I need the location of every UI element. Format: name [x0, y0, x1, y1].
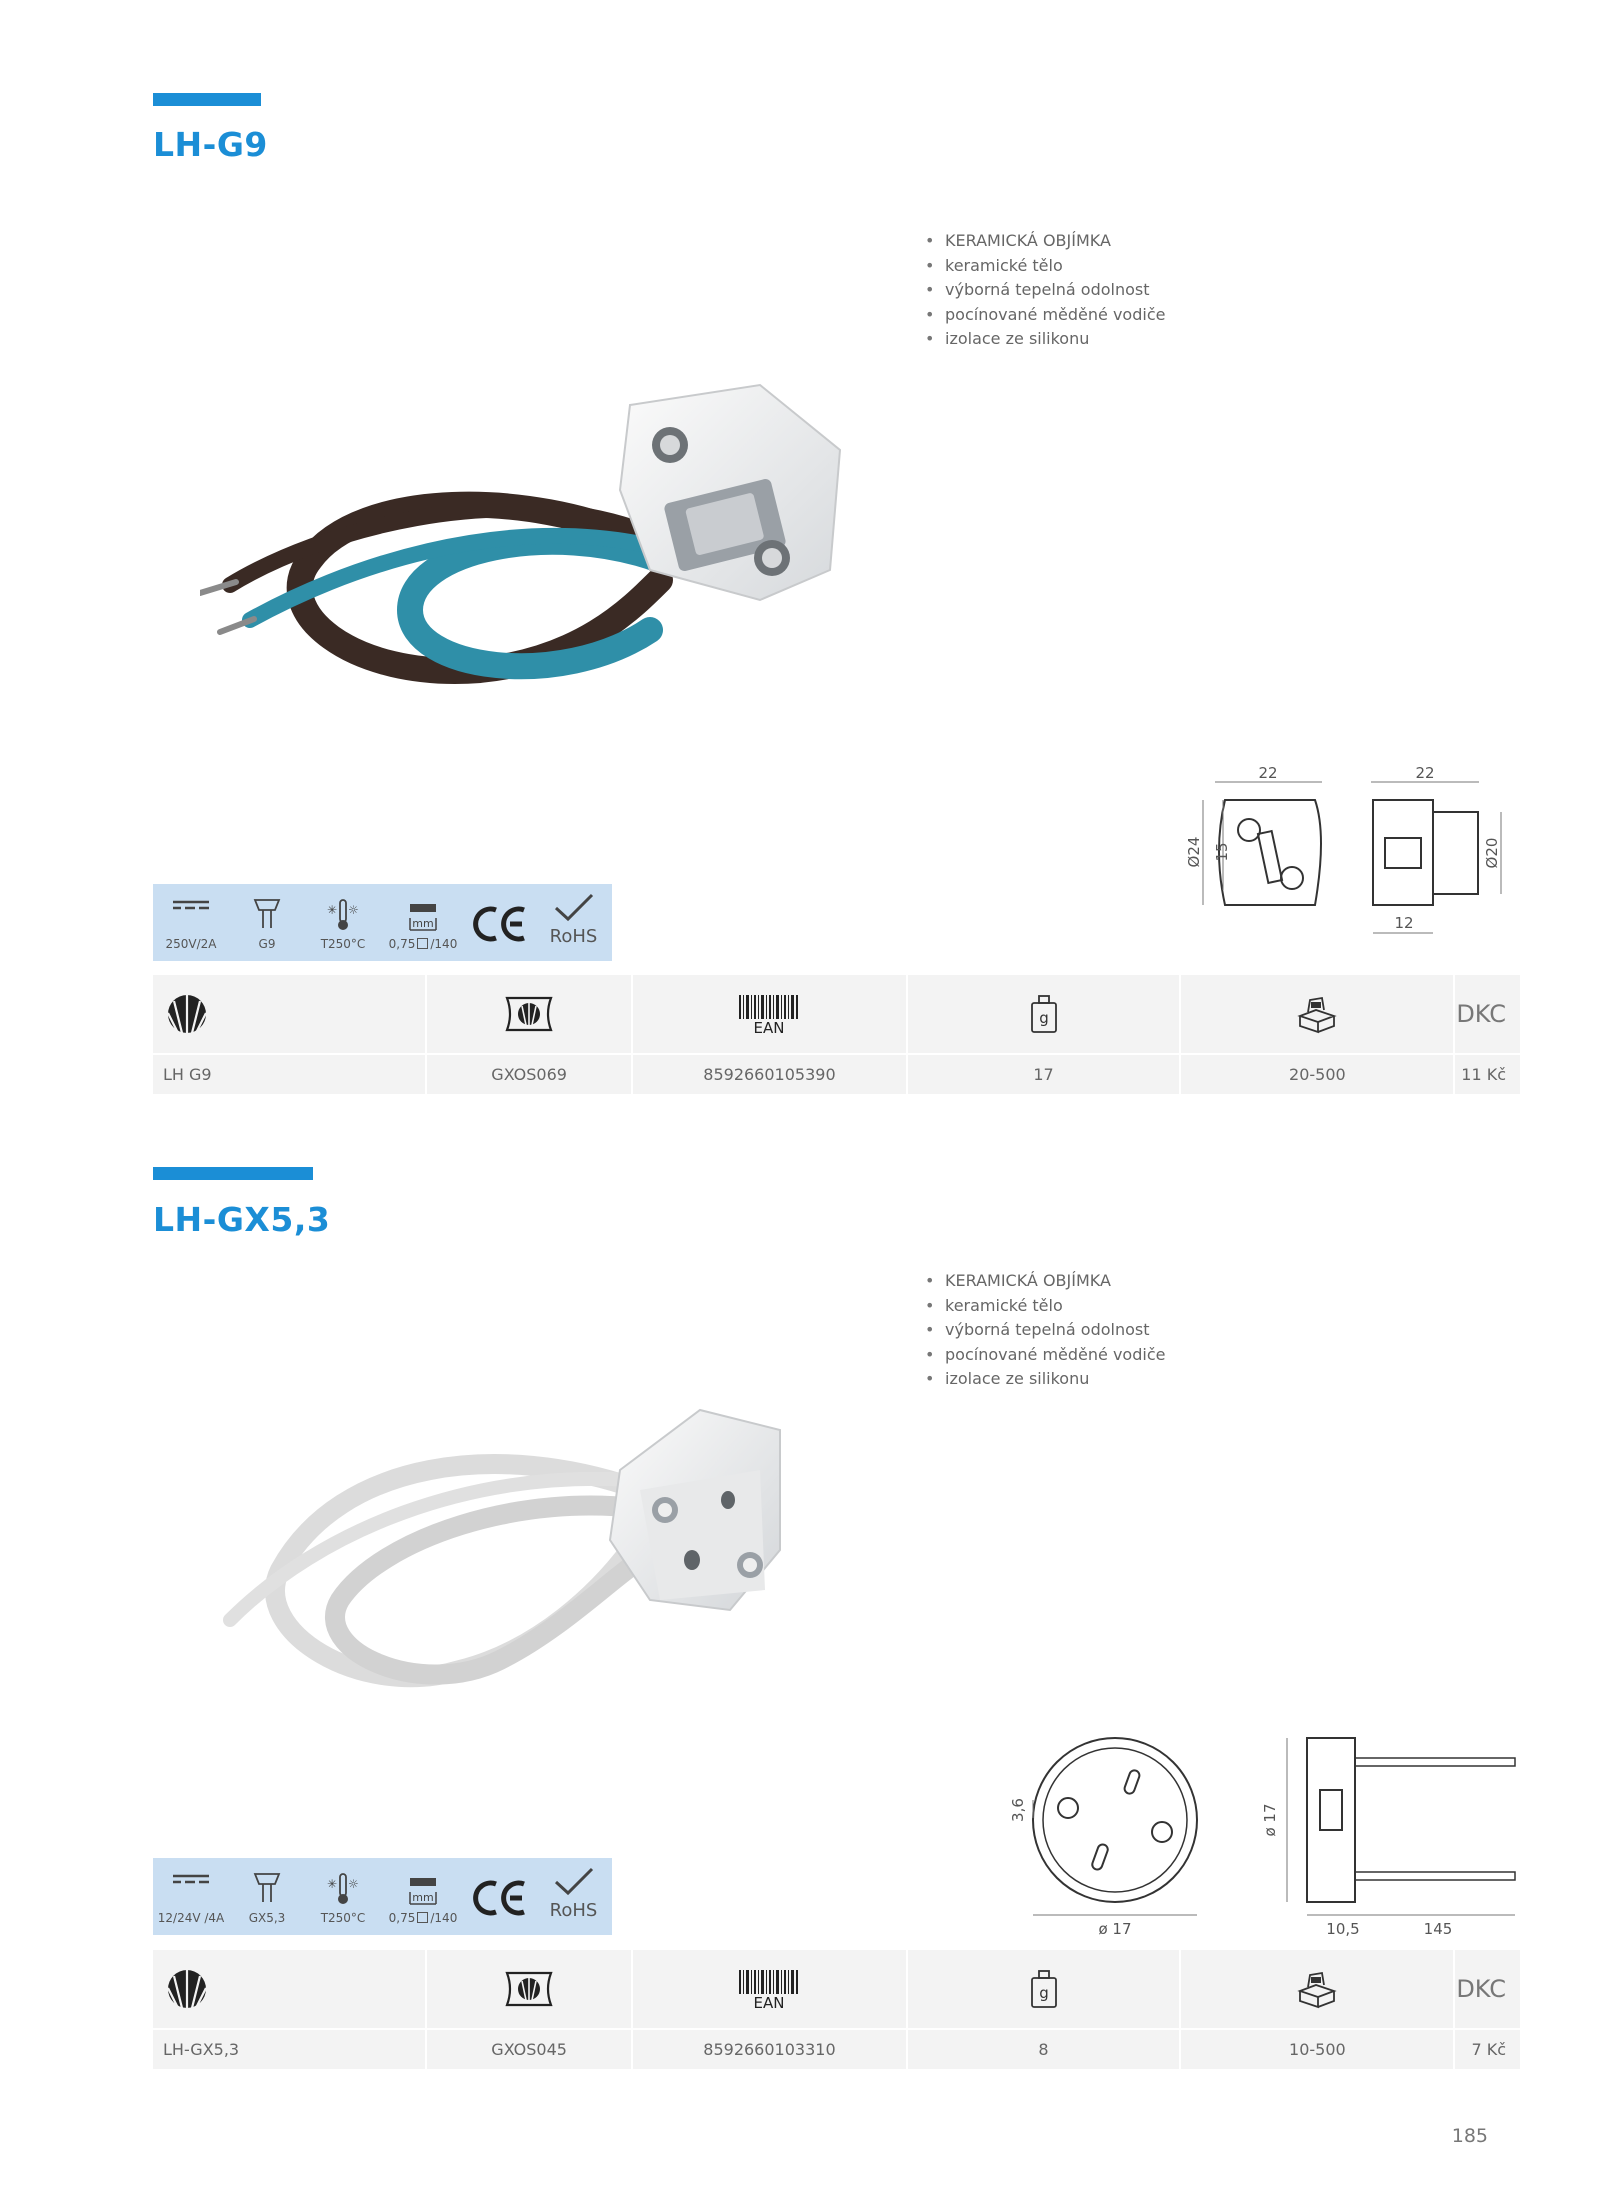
table-cell: 17: [907, 1054, 1181, 1094]
feature-item: • KERAMICKÁ OBJÍMKA: [922, 229, 1165, 254]
ce-mark: [465, 1858, 535, 1935]
ce-icon: [470, 1878, 530, 1918]
weight-icon: [1029, 1969, 1059, 2009]
package-header: [1180, 975, 1454, 1054]
socket-spec: [229, 884, 305, 961]
voltage-spec: [153, 1858, 229, 1935]
table-cell: LH-GX5,3: [153, 2029, 426, 2069]
temperature-value: T250°C: [320, 937, 366, 951]
feature-item: • pocínované měděné vodiče: [922, 303, 1165, 328]
product-header: [153, 975, 426, 1054]
code-header: [426, 975, 632, 1054]
table-cell: 8592660105390: [632, 1054, 906, 1094]
wire-unit: mm: [412, 1891, 434, 1904]
dimension-drawing: [995, 1720, 1520, 1940]
feature-list: [922, 1269, 1165, 1392]
feature-item: • výborná tepelná odolnost: [922, 1318, 1165, 1343]
table-cell: 10-500: [1180, 2029, 1454, 2069]
voltage-icon: [173, 898, 209, 912]
table-row: [153, 1054, 1520, 1094]
ean-header: [632, 975, 906, 1054]
spec-table: [153, 1950, 1520, 2069]
weight-unit: g: [1038, 1984, 1049, 2002]
dimension-label: Ø24: [1185, 836, 1203, 868]
wire-section: 0,75: [388, 1911, 416, 1925]
socket-spec: [229, 1858, 305, 1935]
voltage-spec: [153, 884, 229, 961]
socket-value: G9: [258, 937, 276, 951]
dimension-label: ø 17: [1261, 1803, 1279, 1837]
spec-icon-panel: [153, 1858, 612, 1935]
dimension-label: 10,5: [1326, 1920, 1360, 1938]
feature-item: • izolace ze silikonu: [922, 1367, 1165, 1392]
box-quantity-icon: [1296, 1969, 1338, 2009]
feature-item: • pocínované měděné vodiče: [922, 1343, 1165, 1368]
temperature-spec: [305, 884, 381, 961]
svg-text:✳: ✳: [327, 1877, 338, 1891]
feature-item: • izolace ze silikonu: [922, 327, 1165, 352]
wire-value: [381, 937, 465, 951]
rohs-mark: [535, 1858, 612, 1935]
wire-icon: [406, 1872, 440, 1906]
package-header: [1180, 1950, 1454, 2029]
table-cell: LH G9: [153, 1054, 426, 1094]
weight-header: [907, 1950, 1181, 2029]
spec-icon-panel: [153, 884, 612, 961]
table-cell: 20-500: [1180, 1054, 1454, 1094]
weight-unit: g: [1038, 1009, 1049, 1027]
ean-header: [632, 1950, 906, 2029]
table-cell: 7 Kč: [1454, 2029, 1520, 2069]
table-cell: GXOS045: [426, 2029, 632, 2069]
voltage-value: 250V/2A: [165, 937, 217, 951]
table-cell: 8: [907, 2029, 1181, 2069]
rohs-mark: [535, 884, 612, 961]
square-icon: [417, 938, 428, 949]
wire-spec: [381, 884, 465, 961]
wire-spec: [381, 1858, 465, 1935]
spec-table: [153, 975, 1520, 1094]
product-header: [153, 1950, 426, 2029]
feature-item: • keramické tělo: [922, 1294, 1165, 1319]
accent-bar: [153, 1167, 313, 1180]
voltage-icon: [173, 1872, 209, 1886]
wire-unit: mm: [412, 917, 434, 930]
svg-text:☼: ☼: [348, 903, 359, 917]
shell-logo-icon: [166, 1968, 208, 2010]
dimension-label: 3,6: [1009, 1798, 1027, 1822]
svg-text:✳: ✳: [327, 903, 338, 917]
product-photo: [200, 370, 860, 700]
socket-icon: [253, 1872, 281, 1904]
box-quantity-icon: [1296, 994, 1338, 1034]
feature-item: • KERAMICKÁ OBJÍMKA: [922, 1269, 1165, 1294]
accent-bar: [153, 93, 261, 106]
weight-header: [907, 975, 1181, 1054]
wire-value: [381, 1911, 465, 1925]
product-title: LH-G9: [153, 125, 268, 164]
weight-icon: [1029, 994, 1059, 1034]
shell-logo-icon: [166, 993, 208, 1035]
dimension-drawing: [1175, 760, 1520, 945]
voltage-value: 12/24V /4A: [157, 1911, 225, 1925]
code-header: [426, 1950, 632, 2029]
temperature-spec: [305, 1858, 381, 1935]
wire-length: /140: [430, 1911, 458, 1925]
check-icon: [552, 1866, 596, 1896]
package-logo-icon: [501, 994, 557, 1034]
package-logo-icon: [501, 1969, 557, 2009]
dkc-header: DKC: [1454, 1950, 1520, 2029]
table-cell: 8592660103310: [632, 2029, 906, 2069]
temperature-icon: [325, 898, 361, 932]
dimension-label: 15: [1213, 842, 1231, 862]
barcode-icon: [737, 993, 801, 1035]
dimension-label: 145: [1423, 1920, 1453, 1938]
dimension-label: Ø20: [1483, 837, 1501, 869]
check-icon: [552, 892, 596, 922]
wire-icon: [406, 898, 440, 932]
dimension-label: 22: [1415, 764, 1435, 782]
table-row: [153, 2029, 1520, 2069]
product-title: LH-GX5,3: [153, 1200, 331, 1239]
dimension-label: ø 17: [1098, 1920, 1132, 1938]
temperature-value: T250°C: [320, 1911, 366, 1925]
feature-item: • keramické tělo: [922, 254, 1165, 279]
product-photo: [220, 1400, 800, 1720]
ean-label: EAN: [753, 1019, 785, 1035]
wire-length: /140: [430, 937, 458, 951]
rohs-label: RoHS: [549, 1900, 598, 1921]
dkc-header: DKC: [1454, 975, 1520, 1054]
temperature-icon: [325, 1872, 361, 1906]
dimension-label: 12: [1394, 914, 1414, 932]
ce-icon: [470, 904, 530, 944]
table-cell: 11 Kč: [1454, 1054, 1520, 1094]
socket-value: GX5,3: [248, 1911, 286, 1925]
feature-item: • výborná tepelná odolnost: [922, 278, 1165, 303]
rohs-label: RoHS: [549, 926, 598, 947]
ean-label: EAN: [753, 1994, 785, 2010]
feature-list: [922, 229, 1165, 352]
socket-icon: [253, 898, 281, 930]
svg-text:☼: ☼: [348, 1877, 359, 1891]
barcode-icon: [737, 1968, 801, 2010]
table-cell: GXOS069: [426, 1054, 632, 1094]
square-icon: [417, 1912, 428, 1923]
wire-section: 0,75: [388, 937, 416, 951]
page-number: 185: [1451, 2125, 1488, 2147]
dimension-label: 22: [1258, 764, 1278, 782]
ce-mark: [465, 884, 535, 961]
